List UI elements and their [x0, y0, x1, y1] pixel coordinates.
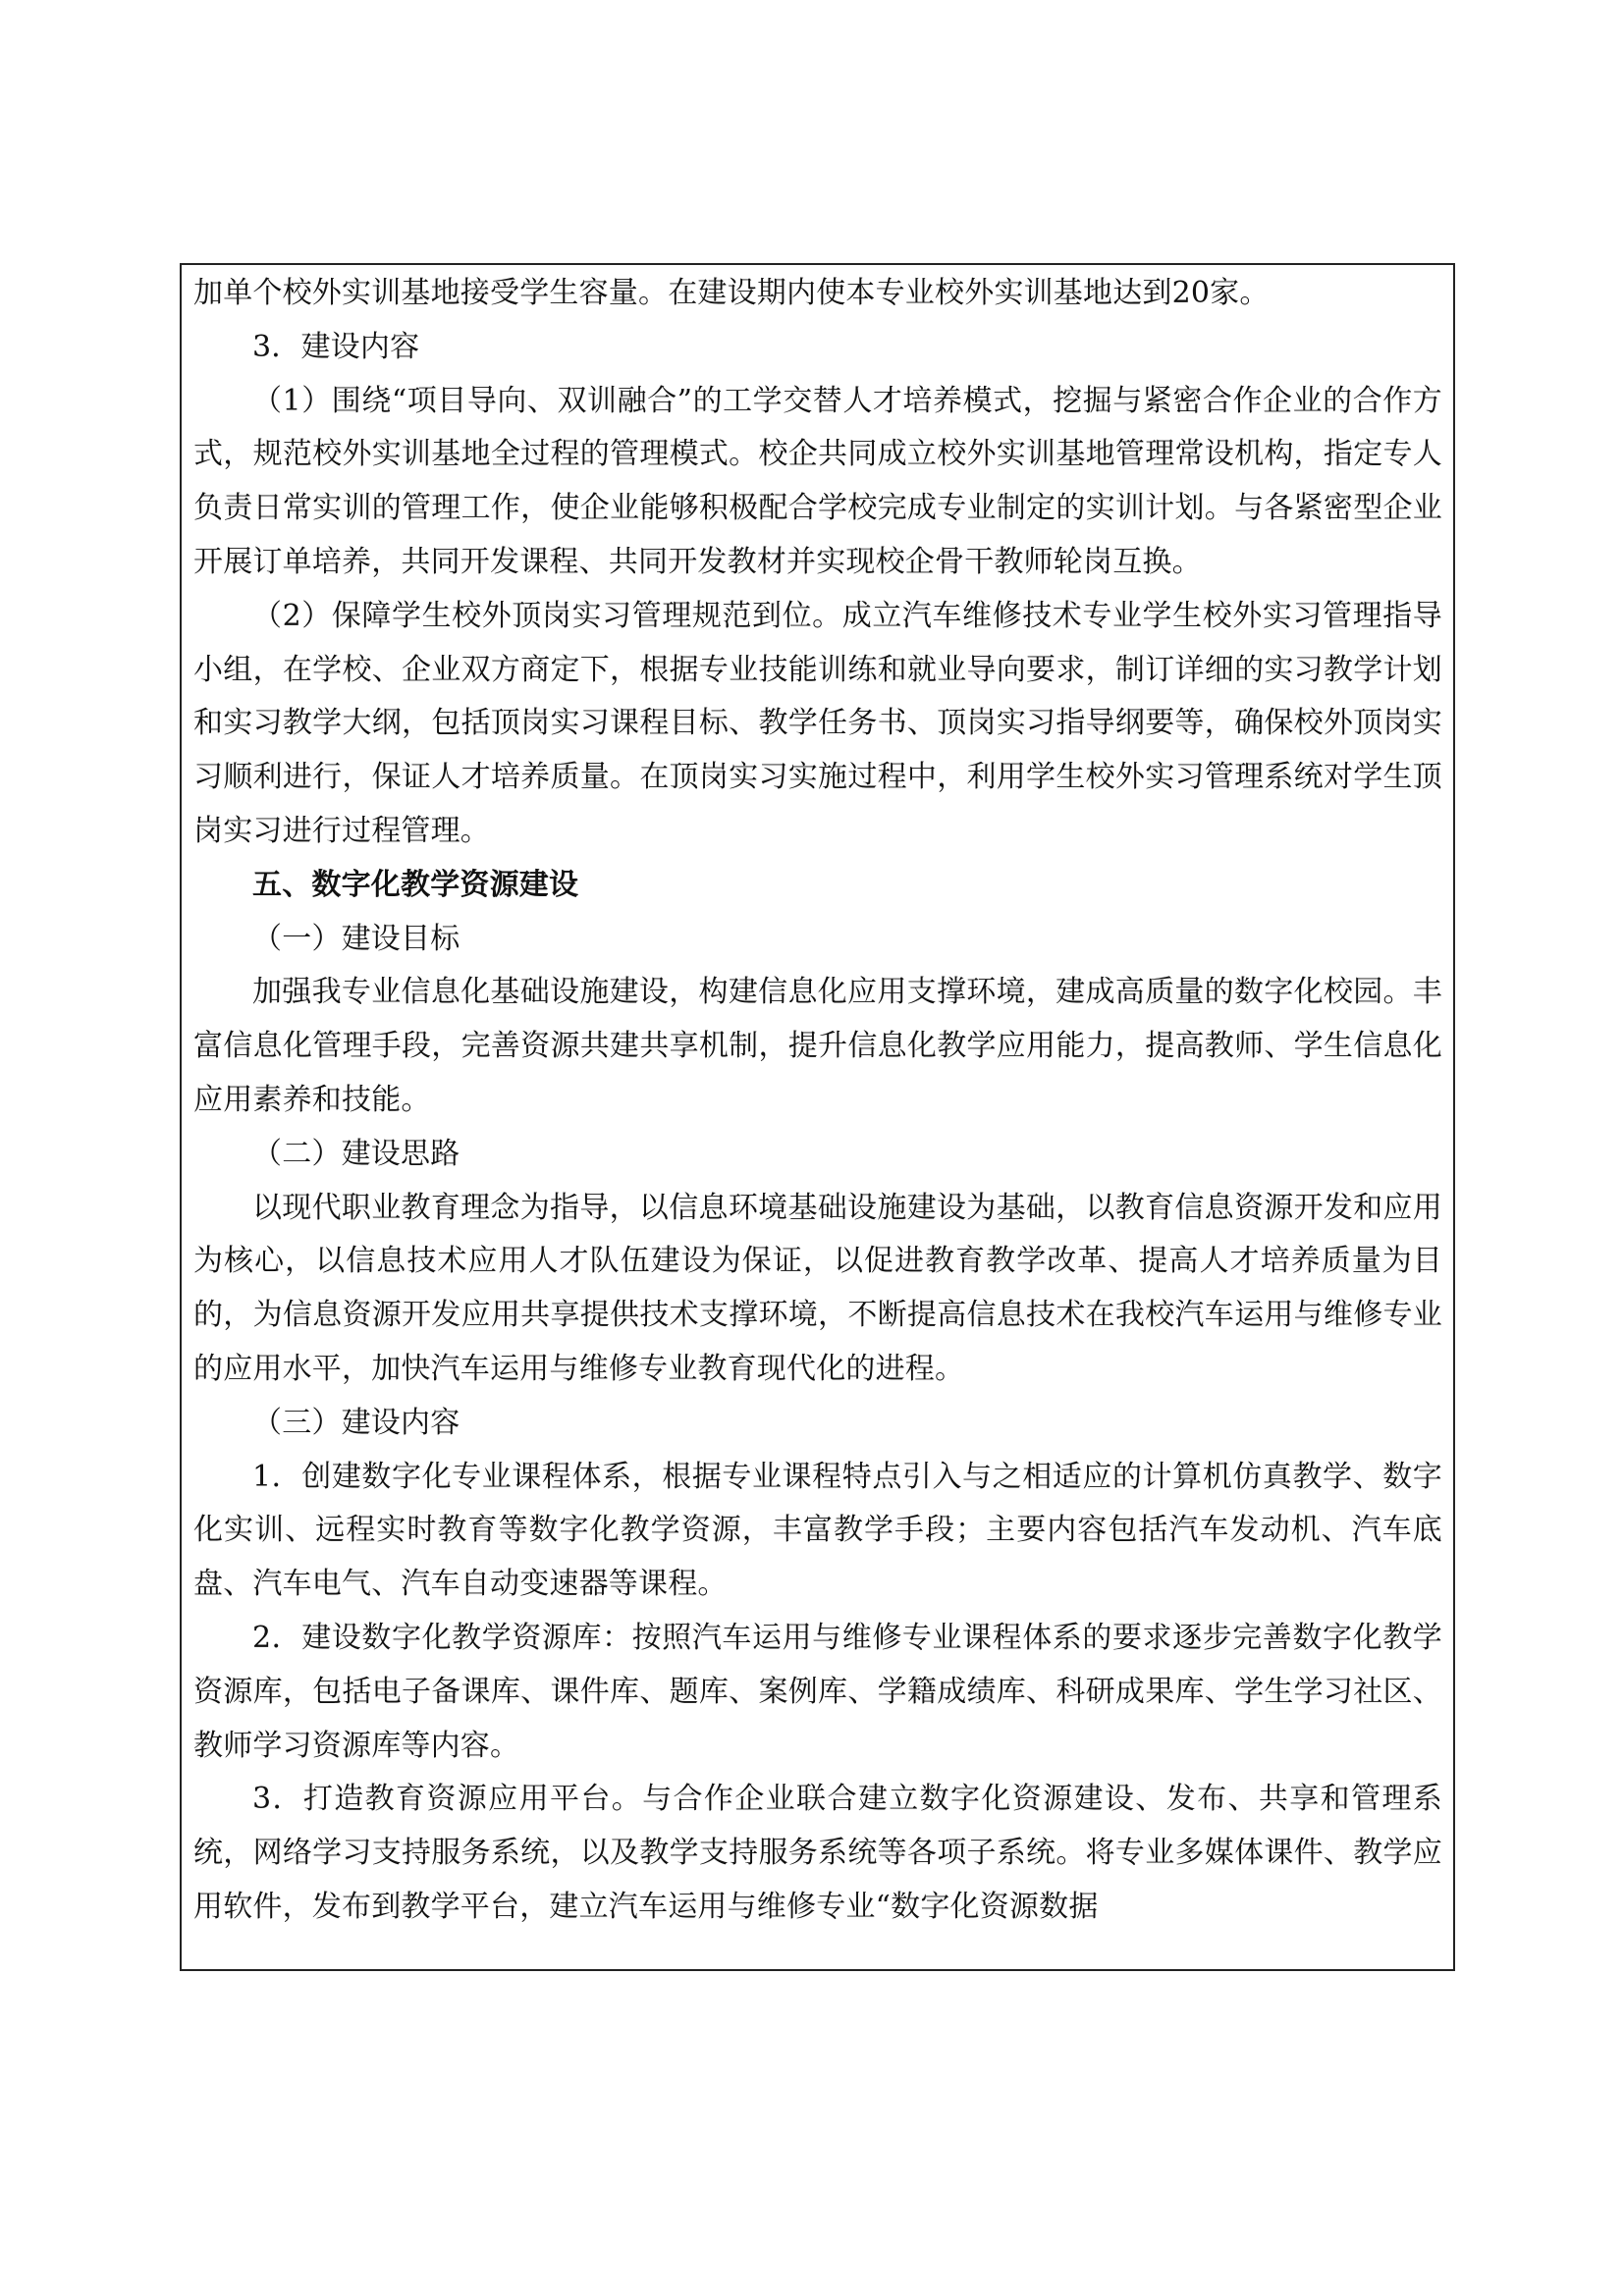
paragraph-item-2: （2）保障学生校外顶岗实习管理规范到位。成立汽车维修技术专业学生校外实习管理指导小组，在学校、企业双方商定下，根据专业技能训练和就业导向要求，制订详细的实习教学计划和实习教学大纲，包括顶岗实习课程目标、教学任务书、顶岗实习指导纲要等，确保校外顶岗实习顺利进行，保证人才培养质量。在顶岗实习实施过程中，利用学生校外实习管理系统对学生顶岗实习进行过程管理。: [193, 598, 1442, 848]
document-body: [193, 267, 1442, 1935]
paragraph-content-3: 3．打造教育资源应用平台。与合作企业联合建立数字化资源建设、发布、共享和管理系统，网络学习支持服务系统，以及教学支持服务系统等各项子系统。将专业多媒体课件、教学应用软件，发布到教学平台，建立汽车运用与维修专业“数字化资源数据: [193, 1782, 1442, 1924]
paragraph-approach: 以现代职业教育理念为指导，以信息环境基础设施建设为基础，以教育信息资源开发和应用为核心，以信息技术应用人才队伍建设为保证，以促进教育教学改革、提高人才培养质量为目的，为信息资源开发应用共享提供技术支撑环境，不断提高信息技术在我校汽车运用与维修专业的应用水平，加快汽车运用与维修专业教育现代化的进程。: [193, 1190, 1442, 1386]
paragraph-capacity-target: 加单个校外实训基地接受学生容量。在建设期内使本专业校外实训基地达到20家。: [193, 276, 1270, 310]
paragraph-goals: 加强我专业信息化基础设施建设，构建信息化应用支撑环境，建成高质量的数字化校园。丰富信息化管理手段，完善资源共建共享机制，提升信息化教学应用能力，提高教师、学生信息化应用素养和技能。: [193, 975, 1442, 1117]
paragraph-content-1: 1．创建数字化专业课程体系，根据专业课程特点引入与之相适应的计算机仿真教学、数字化实训、远程实时教育等数字化教学资源，丰富教学手段；主要内容包括汽车发动机、汽车底盘、汽车电气、汽车自动变速器等课程。: [193, 1459, 1442, 1602]
paragraph-item-1: （1）围绕“项目导向、双训融合”的工学交替人才培养模式，挖掘与紧密合作企业的合作方式，规范校外实训基地全过程的管理模式。校企共同成立校外实训基地管理常设机构，指定专人负责日常实训的管理工作，使企业能够积极配合学校完成专业制定的实训计划。与各紧密型企业开展订单培养，共同开发课程、共同开发教材并实现校企骨干教师轮岗互换。: [193, 383, 1442, 579]
heading-construction-content: 3．建设内容: [252, 329, 420, 364]
subheading-goals: （一）建设目标: [252, 921, 460, 956]
subheading-content: （三）建设内容: [252, 1405, 460, 1440]
paragraph-content-2: 2．建设数字化教学资源库：按照汽车运用与维修专业课程体系的要求逐步完善数字化教学资源库，包括电子备课库、课件库、题库、案例库、学籍成绩库、科研成果库、学生学习社区、教师学习资源库等内容。: [193, 1620, 1442, 1763]
section-heading-digital-resources: 五、数字化教学资源建设: [252, 867, 579, 902]
subheading-approach: （二）建设思路: [252, 1136, 460, 1171]
